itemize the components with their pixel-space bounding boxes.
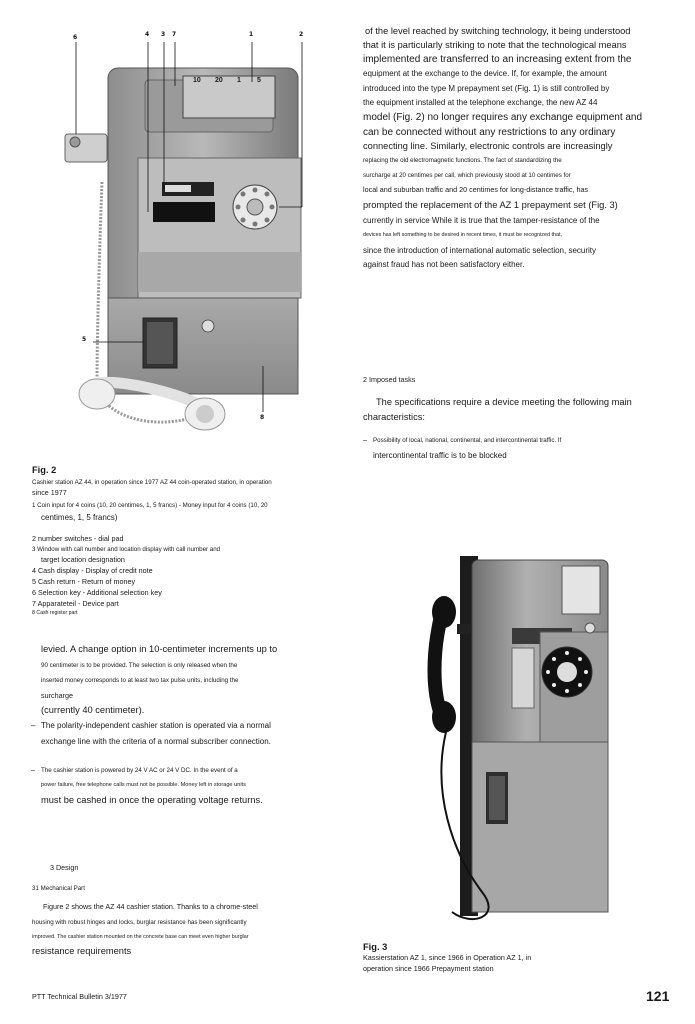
body-line: prompted the replacement of the AZ 1 prepayment set (Fig. 3) xyxy=(363,200,618,210)
section-2-intro-line: The specifications require a device meeting the following main xyxy=(376,397,632,407)
section-2-intro-line: characteristics: xyxy=(363,412,425,422)
rotary-dial xyxy=(542,647,592,697)
figure-2-caption-line: Cashier station AZ 44, in operation since 1977 AZ 44 coin-operated station, in operation xyxy=(32,479,272,486)
bullet-marker: – xyxy=(31,721,36,730)
footer-publication: PTT Technical Bulletin 3/1977 xyxy=(32,992,127,1001)
section-2-heading: 2 Imposed tasks xyxy=(363,375,416,384)
section-3-line: resistance requirements xyxy=(32,946,132,956)
body-line: local and suburban traffic and 20 centimes for long-distance traffic, has xyxy=(363,185,589,194)
body-line: connecting line. Similarly, electronic controls are increasingly xyxy=(363,141,613,151)
figure-2-caption-line: since 1977 xyxy=(32,488,67,497)
body-line: currently in service While it is true that the tamper-resistance of the xyxy=(363,216,600,225)
figure-2-caption-line: target location designation xyxy=(41,555,125,564)
figure-2-photo xyxy=(35,22,335,459)
body-line: inserted money corresponds to at least two tax pulse units, including the xyxy=(41,677,239,684)
section-31-subheading: 31 Mechanical Part xyxy=(32,885,85,892)
body-line: since the introduction of international automatic selection, security xyxy=(363,246,597,255)
body-line: levied. A change option in 10-centimeter increments up to xyxy=(41,644,278,654)
figure-2-caption-line: centimes, 1, 5 francs) xyxy=(41,513,118,522)
body-line: that it is particularly striking to note that the technological means xyxy=(363,40,627,50)
callout-8: 8 xyxy=(260,414,265,421)
figure-3-caption-line: Kassierstation AZ 1, since 1966 in Operation AZ 1, in xyxy=(363,953,532,962)
section-3-heading: 3 Design xyxy=(50,863,79,872)
section-3-line: improved. The cashier station mounted on the concrete base can meet even higher burglar xyxy=(32,934,249,940)
coin-label-5: 5 xyxy=(257,77,261,84)
figure-2-caption-line: 1 Coin input for 4 coins (10, 20 centimes, 1, 5 francs) - Money input for 4 coins (10, 20 xyxy=(32,502,268,509)
figure-2-caption-line: 8 Cash register part xyxy=(32,610,78,616)
callout-4: 4 xyxy=(145,31,150,38)
figure-2-caption-line: 4 Cash display - Display of credit note xyxy=(32,566,153,575)
figure-2-caption-line: 2 number switches - dial pad xyxy=(32,534,124,543)
callout-5: 5 xyxy=(82,336,87,343)
body-line: the equipment installed at the telephone exchange, the new AZ 44 xyxy=(363,98,598,107)
body-line: (currently 40 centimeter). xyxy=(41,705,145,715)
page-number: 121 xyxy=(646,988,670,1004)
rotary-dial xyxy=(233,185,277,229)
bullet-3-line: The cashier station is powered by 24 V AC or 24 V DC. In the event of a xyxy=(41,767,238,774)
callout-7: 7 xyxy=(172,31,177,38)
body-line: can be connected without any restrictions to any ordinary xyxy=(363,127,616,138)
body-line: surcharge xyxy=(41,691,73,700)
coin-label-10: 10 xyxy=(193,77,201,84)
body-line: devices has left something to be desired in recent times, it must be recognized that, xyxy=(363,232,562,238)
figure-2-caption-title: Fig. 2 xyxy=(32,465,57,475)
figure-2-caption-line: 5 Cash return - Return of money xyxy=(32,577,136,586)
coin-label-20: 20 xyxy=(215,77,223,84)
bullet-marker: – xyxy=(31,765,35,774)
body-line: surcharge at 20 centimes per call, which previously stood at 10 centimes for xyxy=(363,172,571,179)
section-3-line: housing with robust hinges and locks, burglar resistance has been significantly xyxy=(32,919,247,926)
body-line: model (Fig. 2) no longer requires any exchange equipment and xyxy=(363,112,643,123)
bullet-marker: – xyxy=(363,435,367,444)
bullet-3-line: power failure, free telephone calls must not be possible. Money left in storage units xyxy=(41,782,246,788)
bullet-3-line: must be cashed in once the operating voltage returns. xyxy=(41,795,263,805)
callout-1: 1 xyxy=(249,31,254,38)
figure-2-caption-line: 7 Apparateteil - Device part xyxy=(32,599,119,608)
body-line: 90 centimeter is to be provided. The selection is only released when the xyxy=(41,662,238,669)
figure-2-caption-line: 3 Window with call number and location display with call number and xyxy=(32,546,221,553)
callout-3: 3 xyxy=(161,31,166,38)
figure-3-photo xyxy=(362,532,666,936)
bullet-2-line: The polarity-independent cashier station is operated via a normal xyxy=(41,721,271,730)
body-line: replacing the old electromagnetic functions. The fact of standardizing the xyxy=(363,157,562,164)
callout-6: 6 xyxy=(73,34,78,41)
figure-3-caption-line: operation since 1966 Prepayment station xyxy=(363,964,494,973)
callout-2: 2 xyxy=(299,31,304,38)
bullet-2-line: exchange line with the criteria of a normal subscriber connection. xyxy=(41,737,271,746)
section-3-line: Figure 2 shows the AZ 44 cashier station. Thanks to a chrome-steel xyxy=(43,902,258,911)
body-line: equipment at the exchange to the device. If, for example, the amount xyxy=(363,69,607,78)
bullet-1-line: intercontinental traffic is to be blocked xyxy=(373,451,507,460)
figure-3-caption-title: Fig. 3 xyxy=(363,942,388,952)
body-line: of the level reached by switching technology, it being understood xyxy=(365,26,631,36)
bullet-1-line: Possibility of local, national, continental, and intercontinental traffic. If xyxy=(373,437,562,444)
figure-2-caption-line: 6 Selection key - Additional selection key xyxy=(32,588,162,597)
body-line: implemented are transferred to an increasing extent from the xyxy=(363,54,632,65)
body-line: introduced into the type M prepayment set (Fig. 1) is still controlled by xyxy=(363,84,610,93)
body-line: against fraud has not been satisfactory either. xyxy=(363,260,525,269)
coin-label-1: 1 xyxy=(237,77,241,84)
